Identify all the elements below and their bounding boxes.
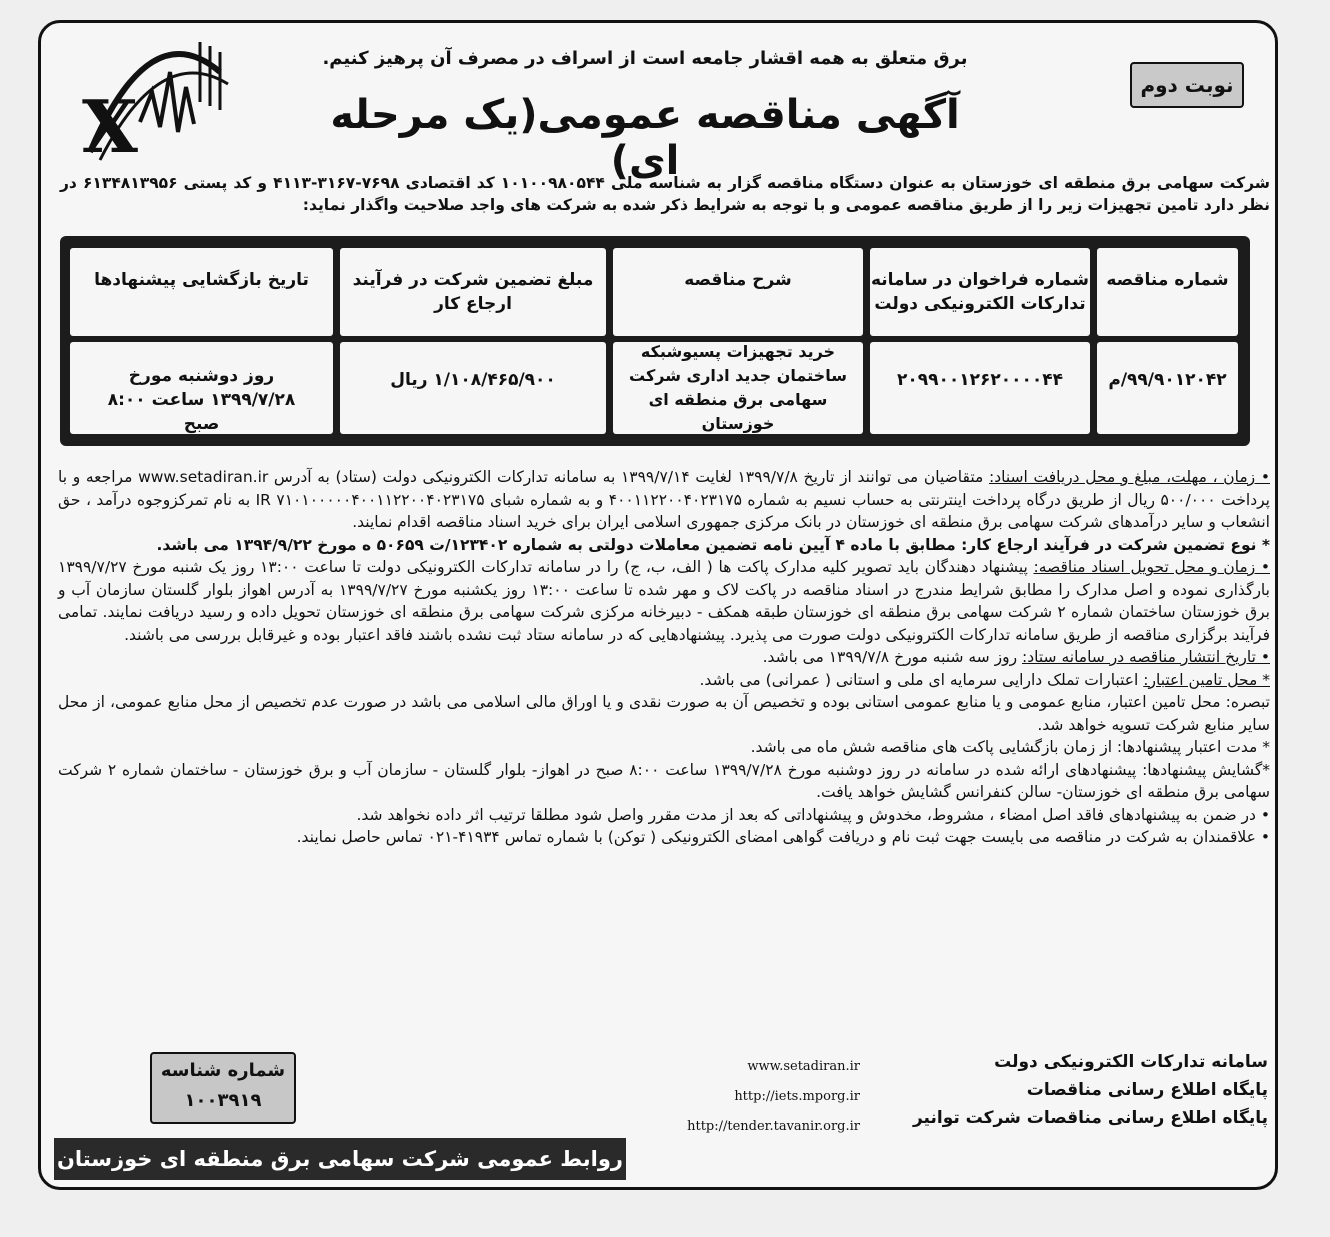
table-header-opening-date: تاریخ بازگشایی پیشنهادها <box>70 248 333 336</box>
site-url-iets[interactable]: http://iets.mporg.ir <box>734 1089 860 1104</box>
validity-paragraph: * مدت اعتبار پیشنهادها: از زمان بازگشایی پاکت های مناقصه شش ماه می باشد. <box>750 738 1270 756</box>
rejection-paragraph: • در ضمن به پیشنهادهای فاقد اصل امضاء ، مشروط، مخدوش و پیشنهاداتی که بعد از مدت مقرر واصل شود مطلقا ترتیب اثر داده نخواهد شد. <box>356 805 1270 824</box>
token-paragraph: • علاقمندان به شرکت در مناقصه می بایست جهت ثبت نام و دریافت گواهی امضای الکترونیکی ( توکن) با شماره تماس ۴۱۹۳۴-۰۲۱ تماس حاصل نمایند. <box>296 828 1270 846</box>
delivery-label: • زمان و محل تحویل اسناد مناقصه: <box>1033 558 1270 576</box>
delivery-paragraph <box>58 556 1270 646</box>
tender-table <box>60 236 1250 446</box>
website-urls <box>640 1055 860 1145</box>
guarantee-type: * نوع تضمین شرکت در فرآیند ارجاع کار: مطابق با ماده ۴ آیین نامه تضمین معاملات دولتی به شماره ۱۲۳۴۰۲/ت ۵۰۶۵۹ ه مورخ ۱۳۹۴/۹/۲۲ می باشد. <box>156 535 1270 554</box>
websites-list <box>880 1048 1268 1132</box>
site-name-iets: پایگاه اطلاع رسانی مناقصات <box>1026 1080 1268 1100</box>
page-title: آگهی مناقصه عمومی(یک مرحله ای) <box>330 92 960 184</box>
documents-text: متقاضیان می توانند از تاریخ ۱۳۹۹/۷/۸ لغایت ۱۳۹۹/۷/۱۴ به سامانه تدارکات الکترونیکی دولت (ستاد) به آدرس www.setadiran.ir مراجعه و با پرداخت ۵۰۰/۰۰۰ ریال از طریق درگاه پرداخت اینترنتی به حساب نسیم به شماره ۴۰۰۱۱۲۲۰۰۴۰۲۳۱۷۵ و به شماره شبای IR ۷۱۰۱۰۰۰۰۰۴۰۰۱۱۲۲۰۰۴۰۲۳۱۷۵ به نام تمرکزوجوه درآمد ، حق انشعاب و سایر درآمدهای شرکت سهامی برق منطقه ای خوزستان در بانک مرکزی جمهوری اسلامی ایران برای خرید اسناد مناقصه اقدام نمایند. <box>58 468 1270 531</box>
round-badge: نوبت دوم <box>1130 62 1244 108</box>
site-url-setad[interactable]: www.setadiran.ir <box>747 1059 860 1074</box>
site-url-tavanir[interactable]: http://tender.tavanir.org.ir <box>687 1119 860 1134</box>
publish-label: • تاریخ انتشار مناقصه در سامانه ستاد: <box>1022 648 1270 666</box>
funding-label: * محل تامین اعتبار: <box>1143 670 1270 689</box>
footer-banner: روابط عمومی شرکت سهامی برق منطقه ای خوزستان <box>54 1138 626 1180</box>
publish-text: روز سه شنبه مورخ ۱۳۹۹/۷/۸ می باشد. <box>762 648 1018 666</box>
notice-body <box>58 466 1270 849</box>
site-name-tavanir: پایگاه اطلاع رسانی مناقصات شرکت توانیر <box>912 1108 1268 1128</box>
id-label: شماره شناسه <box>160 1060 286 1081</box>
table-cell-guarantee: ۱/۱۰۸/۴۶۵/۹۰۰ ریال <box>340 342 606 434</box>
opening-paragraph: *گشایش پیشنهادها: پیشنهادهای ارائه شده در سامانه در روز دوشنبه مورخ ۱۳۹۹/۷/۲۸ ساعت ۸:۰۰ صبح در اهواز- بلوار گلستان - سازمان آب و برق خوزستان - ساختمان شماره ۲ شرکت سهامی برق منطقه ای خوزستان- سالن کنفرانس گشایش خواهد یافت. <box>58 760 1270 801</box>
table-cell-tender-number: ۹۹/۹۰۱۲۰۴۲/م <box>1097 342 1238 434</box>
table-header-tender-number: شماره مناقصه <box>1097 248 1238 336</box>
table-header-call-number: شماره فراخوان در سامانه تدارکات الکترونیکی دولت <box>870 248 1090 336</box>
intro-paragraph: شرکت سهامی برق منطقه ای خوزستان به عنوان دستگاه مناقصه گزار به شناسه ملی ۱۰۱۰۰۹۸۰۵۴۴ کد اقتصادی ۷۶۹۸-۳۱۶۷-۴۱۱۳ و کد پستی ۶۱۳۴۸۱۳۹۵۶ در نظر دارد تامین تجهیزات زیر را از طریق مناقصه عمومی و با توجه به شرایط ذکر شده به شرکت های واجد صلاحیت واگذار نماید: <box>60 174 1270 214</box>
table-cell-call-number: ۲۰۹۹۰۰۱۲۶۲۰۰۰۰۴۴ <box>870 342 1090 434</box>
slogan: برق متعلق به همه اقشار جامعه است از اسراف در مصرف آن پرهیز کنیم. <box>322 48 968 69</box>
documents-label: • زمان ، مهلت، مبلغ و محل دریافت اسناد: <box>989 468 1270 486</box>
company-logo-icon <box>60 32 240 172</box>
funding-text: اعتبارات تملک دارایی سرمایه ای ملی و استانی ( عمرانی) می باشد. <box>699 670 1139 689</box>
table-cell-description: خرید تجهیزات پسیوشبکه ساختمان جدید اداری شرکت سهامی برق منطقه ای خوزستان <box>613 342 863 434</box>
site-name-setad: سامانه تدارکات الکترونیکی دولت <box>994 1052 1268 1072</box>
delivery-text: پیشنهاد دهندگان باید تصویر کلیه مدارک پاکت ها ( الف، ب، ج) را در سامانه تدارکات الکترونیکی دولت تا ساعت ۱۳:۰۰ روز یک شنبه مورخ ۱۳۹۹/۷/۲۷ بارگذاری نموده و اصل مدارک را مطابق شرایط مندرج در اسناد مناقصه در پاکت لاک و مهر شده تا ساعت ۱۳:۰۰ روز یکشنبه مورخ ۱۳۹۹/۷/۲۷ به آدرس اهواز بلوار گلستان سازمان آب و برق خوزستان ساختمان شماره ۲ شرکت سهامی برق منطقه ای خوزستان طبقه همکف - دبیرخانه مرکزی شرکت سهامی برق منطقه ای خوزستان تحویل داده و رسید دریافت نمایند. تمامی فرآیند برگزاری مناقصه از طریق سامانه تدارکات الکترونیکی دولت صورت می پذیرد. پیشنهادهایی که در سامانه ستاد ثبت نشده باشند فاقد اعتبار بوده و غیرقابل بررسی می باشند. <box>58 558 1270 644</box>
svg-text:X: X <box>82 84 138 169</box>
id-value: ۱۰۰۳۹۱۹ <box>184 1090 262 1111</box>
publish-paragraph <box>58 646 1270 669</box>
table-header-guarantee: مبلغ تضمین شرکت در فرآیند ارجاع کار <box>340 248 606 336</box>
id-box <box>150 1052 296 1124</box>
funding-paragraph <box>58 669 1270 692</box>
note-paragraph: تبصره: محل تامین اعتبار، منابع عمومی و یا منابع عمومی استانی بوده و تخصیص آن به صورت نقدی و یا اوراق مالی اسلامی می باشد در صورت عدم تخصیص از محل منابع عمومی، از محل سایر منابع شرکت تسویه خواهد شد. <box>58 693 1270 734</box>
table-header-description: شرح مناقصه <box>613 248 863 336</box>
documents-paragraph <box>58 466 1270 534</box>
table-cell-opening-date: روز دوشنبه مورخ ۱۳۹۹/۷/۲۸ ساعت ۸:۰۰ صبح <box>70 342 333 434</box>
